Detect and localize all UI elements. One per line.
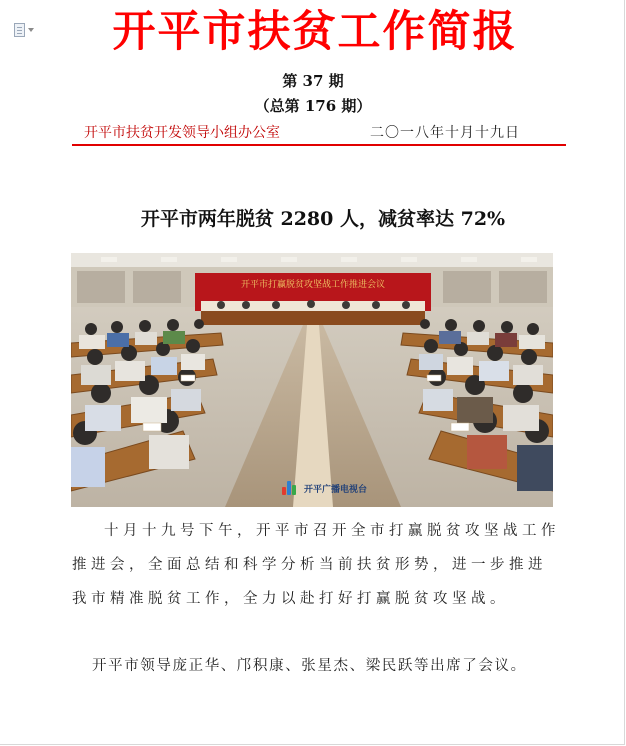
chevron-down-icon xyxy=(28,28,34,32)
issue-total: （总第 176 期） xyxy=(254,97,372,115)
broadcaster-watermark xyxy=(282,481,367,495)
issuing-office: 开平市扶贫开发领导小组办公室 xyxy=(84,125,280,141)
issue-date: 二〇一八年十月十九日 xyxy=(370,125,520,141)
meeting-photo-illustration xyxy=(71,253,553,507)
broadcaster-name: 开平广播电视台 xyxy=(303,484,367,495)
masthead-title: 开平市扶贫工作简报 xyxy=(112,7,518,57)
broadcaster-logo-icon xyxy=(282,481,300,495)
page-icon xyxy=(14,23,25,37)
document-icon[interactable] xyxy=(14,22,40,38)
header-divider xyxy=(72,144,566,146)
meeting-photo xyxy=(71,253,553,507)
article-paragraph-2: 开平市领导庞正华、邝积康、张星杰、梁民跃等出席了会议。 xyxy=(92,658,527,674)
photo-banner-text: 开平市打赢脱贫攻坚战工作推进会议 xyxy=(240,280,386,290)
issue-number: 第 37 期 xyxy=(282,72,344,90)
article-headline: 开平市两年脱贫 2280 人，减贫率达 72% xyxy=(140,208,506,230)
article-paragraph-1: 十月十九号下午，开平市召开全市打赢脱贫攻坚战工作推进会，全面总结和科学分析当前扶贫形势，进一步推进我市精准脱贫工作，全力以赴打好打赢脱贫攻坚战。 xyxy=(72,523,560,607)
